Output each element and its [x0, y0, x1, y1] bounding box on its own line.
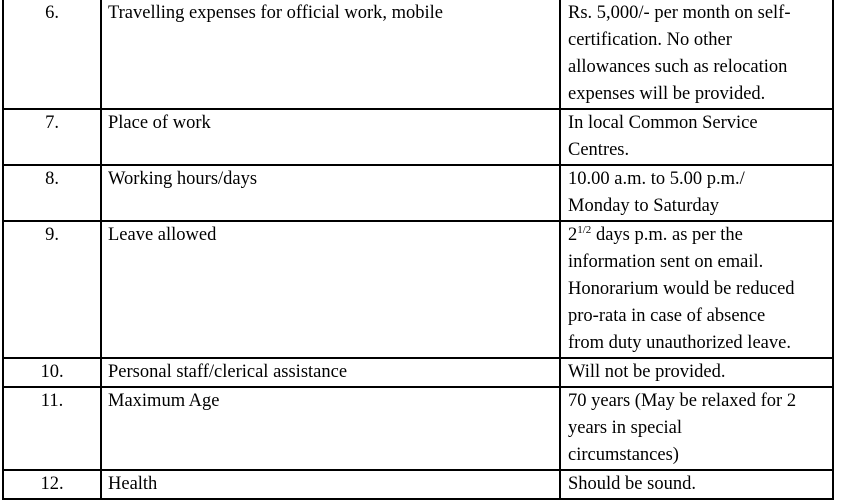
row-item: Personal staff/clerical assistance	[101, 358, 560, 387]
leave-days-number: 2	[568, 225, 578, 245]
detail-line: information sent on email.	[568, 252, 764, 272]
row-item: Place of work	[101, 109, 560, 165]
row-detail	[560, 358, 833, 387]
leave-days-text: days p.m. as per the	[591, 225, 743, 245]
row-item: Maximum Age	[101, 387, 560, 470]
row-item: Leave allowed	[101, 221, 560, 358]
detail-line: Should be sound.	[568, 474, 696, 494]
detail-line: years in special	[568, 418, 683, 438]
table-row	[3, 387, 833, 470]
detail-line: Centres.	[568, 140, 630, 160]
detail-line: circumstances)	[568, 445, 679, 465]
row-detail	[560, 470, 833, 499]
row-number: 7.	[3, 109, 101, 165]
terms-table	[2, 0, 834, 500]
row-detail	[560, 165, 833, 221]
detail-line: allowances such as relocation	[568, 57, 788, 77]
table-row	[3, 358, 833, 387]
table-row	[3, 0, 833, 109]
row-number: 11.	[3, 387, 101, 470]
row-detail	[560, 387, 833, 470]
row-detail	[560, 221, 833, 358]
detail-line: from duty unauthorized leave.	[568, 333, 791, 353]
detail-line: pro-rata in case of absence	[568, 306, 766, 326]
detail-line: Honorarium would be reduced	[568, 279, 795, 299]
row-number: 6.	[3, 0, 101, 109]
row-number: 8.	[3, 165, 101, 221]
detail-line: Monday to Saturday	[568, 196, 720, 216]
table-row	[3, 470, 833, 499]
detail-line: 70 years (May be relaxed for 2	[568, 391, 797, 411]
table-row	[3, 221, 833, 358]
detail-line: In local Common Service	[568, 113, 758, 133]
row-detail	[560, 0, 833, 109]
row-number: 12.	[3, 470, 101, 499]
row-number: 10.	[3, 358, 101, 387]
row-detail	[560, 109, 833, 165]
table-row	[3, 109, 833, 165]
row-item: Travelling expenses for official work, mobile	[101, 0, 560, 109]
detail-line: 10.00 a.m. to 5.00 p.m./	[568, 169, 745, 189]
detail-line: expenses will be provided.	[568, 84, 766, 104]
detail-line: certification. No other	[568, 30, 732, 50]
detail-line	[568, 222, 830, 249]
table-row	[3, 165, 833, 221]
row-item: Health	[101, 470, 560, 499]
detail-line: Rs. 5,000/- per month on self-	[568, 3, 791, 23]
leave-days-fraction: 1/2	[577, 224, 592, 236]
row-number: 9.	[3, 221, 101, 358]
detail-line: Will not be provided.	[568, 362, 726, 382]
row-item: Working hours/days	[101, 165, 560, 221]
